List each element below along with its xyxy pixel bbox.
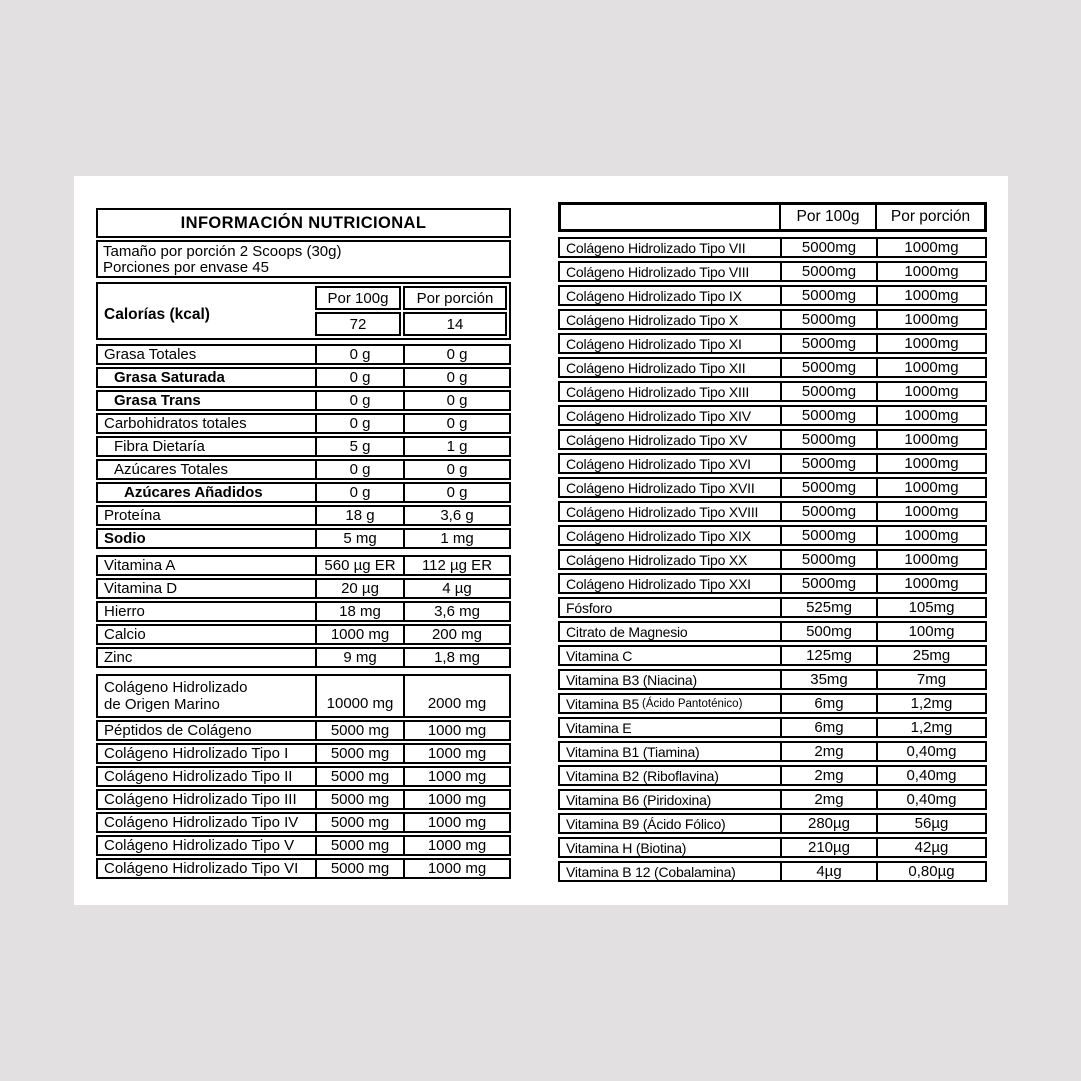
value-per-100g: 525mg — [780, 599, 876, 616]
nutrient-label: Vitamina B2 (Riboflavina) — [566, 767, 719, 784]
value-per-portion: 1000 mg — [403, 768, 509, 785]
table-row — [558, 813, 987, 834]
nutrient-rows — [96, 344, 511, 879]
value-per-100g: 6mg — [780, 695, 876, 712]
value-per-100g: 5000mg — [780, 479, 876, 496]
table-row — [96, 624, 511, 645]
table-row — [558, 693, 987, 714]
table-row — [558, 237, 987, 258]
nutrient-label: Grasa Trans — [114, 392, 201, 409]
nutrient-label: Grasa Totales — [104, 346, 197, 363]
value-per-100g: 5000 mg — [315, 768, 403, 785]
value-per-portion: 1000mg — [876, 383, 985, 400]
nutrition-facts-title: INFORMACIÓN NUTRICIONAL — [96, 208, 511, 238]
value-per-portion: 105mg — [876, 599, 985, 616]
table-row — [558, 285, 987, 306]
value-per-portion: 2000 mg — [403, 676, 509, 716]
calories-per-portion: 14 — [403, 312, 507, 336]
value-per-portion: 1000mg — [876, 263, 985, 280]
nutrient-label: Colágeno Hidrolizado Tipo I — [104, 745, 289, 762]
value-per-100g: 18 mg — [315, 603, 403, 620]
nutrition-facts-table — [96, 208, 511, 879]
nutrient-label: Hierro — [104, 603, 145, 620]
table-row — [558, 357, 987, 378]
table-row — [96, 482, 511, 503]
table-row — [96, 601, 511, 622]
value-per-100g: 9 mg — [315, 649, 403, 666]
value-per-100g: 5000 mg — [315, 814, 403, 831]
value-per-portion: 1000mg — [876, 287, 985, 304]
value-per-100g: 2mg — [780, 767, 876, 784]
value-per-portion: 0 g — [403, 346, 509, 363]
value-per-portion: 0,80µg — [876, 863, 985, 880]
value-per-portion: 1,2mg — [876, 695, 985, 712]
value-per-100g: 0 g — [315, 484, 403, 501]
calories-grid — [313, 284, 509, 338]
table-row — [96, 647, 511, 668]
value-per-portion: 1000 mg — [403, 837, 509, 854]
table-row — [96, 413, 511, 434]
nutrient-label-detail: (Ácido Pantoténico) — [642, 697, 743, 710]
value-per-portion: 3,6 mg — [403, 603, 509, 620]
value-per-portion: 1 mg — [403, 530, 509, 547]
table-row — [558, 453, 987, 474]
value-per-100g: 0 g — [315, 346, 403, 363]
value-per-100g: 5000mg — [780, 407, 876, 424]
value-per-100g: 500mg — [780, 623, 876, 640]
nutrient-label: Azúcares Añadidos — [124, 484, 263, 501]
nutrient-rows — [558, 237, 987, 882]
table-row — [96, 436, 511, 457]
table-row — [96, 344, 511, 365]
table-row — [558, 765, 987, 786]
table-row — [96, 766, 511, 787]
value-per-100g: 5000mg — [780, 383, 876, 400]
column-header-per-100g: Por 100g — [315, 286, 401, 310]
value-per-portion: 7mg — [876, 671, 985, 688]
nutrient-label: Colágeno Hidrolizado de Origen Marino — [104, 679, 248, 713]
value-per-100g: 5000mg — [780, 287, 876, 304]
value-per-100g: 18 g — [315, 507, 403, 524]
value-per-100g: 5000 mg — [315, 837, 403, 854]
value-per-100g: 6mg — [780, 719, 876, 736]
table-row — [96, 578, 511, 599]
table-row — [96, 743, 511, 764]
value-per-100g: 125mg — [780, 647, 876, 664]
nutrient-label: Vitamina D — [104, 580, 178, 597]
table-row — [558, 429, 987, 450]
value-per-100g: 0 g — [315, 461, 403, 478]
table-row — [96, 858, 511, 879]
value-per-portion: 56µg — [876, 815, 985, 832]
table-row — [96, 812, 511, 833]
table-row — [558, 573, 987, 594]
nutrient-label: Colágeno Hidrolizado Tipo XVII — [566, 479, 755, 496]
value-per-portion: 1000 mg — [403, 722, 509, 739]
value-per-100g: 5000mg — [780, 575, 876, 592]
value-per-portion: 1,8 mg — [403, 649, 509, 666]
nutrient-label: Vitamina B 12 (Cobalamina) — [566, 863, 736, 880]
value-per-portion: 100mg — [876, 623, 985, 640]
nutrient-label: Colágeno Hidrolizado Tipo III — [104, 791, 297, 808]
table-row — [558, 789, 987, 810]
nutrient-label: Colágeno Hidrolizado Tipo XIII — [566, 383, 750, 400]
table-row — [96, 367, 511, 388]
nutrient-label: Colágeno Hidrolizado Tipo VII — [566, 239, 746, 256]
value-per-100g: 5000mg — [780, 431, 876, 448]
value-per-100g: 210µg — [780, 839, 876, 856]
nutrient-label: Colágeno Hidrolizado Tipo XV — [566, 431, 748, 448]
value-per-100g: 35mg — [780, 671, 876, 688]
value-per-portion: 112 µg ER — [403, 557, 509, 574]
value-per-portion: 1000mg — [876, 431, 985, 448]
table-row — [96, 555, 511, 576]
table-row — [558, 741, 987, 762]
calories-section — [96, 282, 511, 340]
value-per-100g: 5000 mg — [315, 791, 403, 808]
calories-label: Calorías (kcal) — [104, 306, 210, 323]
table-row — [96, 720, 511, 741]
value-per-100g: 560 µg ER — [315, 557, 403, 574]
value-per-100g: 4µg — [780, 863, 876, 880]
nutrient-label: Colágeno Hidrolizado Tipo XIX — [566, 527, 751, 544]
servings-per-container-text: Porciones por envase 45 — [103, 259, 269, 276]
nutrient-label: Fósforo — [566, 599, 613, 616]
value-per-100g: 5000mg — [780, 503, 876, 520]
value-per-portion: 0,40mg — [876, 743, 985, 760]
table-row — [558, 261, 987, 282]
nutrient-label: Vitamina B9 (Ácido Fólico) — [566, 815, 726, 832]
table-row — [96, 528, 511, 549]
value-per-portion: 1000mg — [876, 335, 985, 352]
nutrient-label: Carbohidratos totales — [104, 415, 247, 432]
nutrient-label: Colágeno Hidrolizado Tipo XI — [566, 335, 742, 352]
nutrient-label: Colágeno Hidrolizado Tipo XX — [566, 551, 748, 568]
column-header-per-100g: Por 100g — [779, 205, 875, 229]
value-per-100g: 5000mg — [780, 239, 876, 256]
table-row — [558, 669, 987, 690]
nutrient-label: Vitamina H (Biotina) — [566, 839, 687, 856]
table-row — [558, 309, 987, 330]
nutrient-label: Colágeno Hidrolizado Tipo VIII — [566, 263, 750, 280]
value-per-portion: 1000mg — [876, 503, 985, 520]
value-per-portion: 1 g — [403, 438, 509, 455]
value-per-portion: 4 µg — [403, 580, 509, 597]
label-sheet — [74, 176, 1008, 905]
value-per-100g: 5000mg — [780, 455, 876, 472]
nutrient-label: Azúcares Totales — [114, 461, 228, 478]
value-per-100g: 5000mg — [780, 335, 876, 352]
nutrient-label: Grasa Saturada — [114, 369, 225, 386]
nutrient-label: Vitamina A — [104, 557, 176, 574]
table-row — [96, 674, 511, 718]
value-per-100g: 5000mg — [780, 311, 876, 328]
serving-size-text: Tamaño por porción 2 Scoops (30g) — [103, 243, 342, 260]
value-per-portion: 1000mg — [876, 311, 985, 328]
value-per-portion: 200 mg — [403, 626, 509, 643]
nutrient-label: Fibra Dietaría — [114, 438, 205, 455]
value-per-100g: 5 g — [315, 438, 403, 455]
table-row — [558, 477, 987, 498]
nutrient-label: Calcio — [104, 626, 146, 643]
table-row — [558, 333, 987, 354]
table-row — [96, 390, 511, 411]
nutrient-label: Péptidos de Colágeno — [104, 722, 252, 739]
value-per-portion: 1000mg — [876, 575, 985, 592]
value-per-100g: 20 µg — [315, 580, 403, 597]
value-per-portion: 1,2mg — [876, 719, 985, 736]
nutrient-label: Vitamina B1 (Tiamina) — [566, 743, 700, 760]
value-per-portion: 0 g — [403, 369, 509, 386]
nutrient-label: Colágeno Hidrolizado Tipo XII — [566, 359, 746, 376]
value-per-portion: 1000 mg — [403, 745, 509, 762]
table-row — [558, 861, 987, 882]
value-per-portion: 1000mg — [876, 527, 985, 544]
table-row — [558, 837, 987, 858]
nutrient-label: Vitamina B3 (Niacina) — [566, 671, 697, 688]
value-per-100g: 5000mg — [780, 359, 876, 376]
table-row — [96, 789, 511, 810]
table-row — [96, 835, 511, 856]
value-per-portion: 1000 mg — [403, 791, 509, 808]
value-per-100g: 1000 mg — [315, 626, 403, 643]
calories-per-100g: 72 — [315, 312, 401, 336]
value-per-100g: 5 mg — [315, 530, 403, 547]
nutrient-label: Colágeno Hidrolizado Tipo V — [104, 837, 295, 854]
value-per-100g: 280µg — [780, 815, 876, 832]
nutrient-label: Colágeno Hidrolizado Tipo VI — [104, 860, 299, 877]
value-per-100g: 0 g — [315, 392, 403, 409]
value-per-portion: 1000mg — [876, 239, 985, 256]
value-per-portion: 3,6 g — [403, 507, 509, 524]
nutrient-label: Citrato de Magnesio — [566, 623, 688, 640]
table-row — [558, 501, 987, 522]
value-per-100g: 5000mg — [780, 551, 876, 568]
value-per-100g: 5000 mg — [315, 860, 403, 877]
table-row — [558, 381, 987, 402]
value-per-portion: 0 g — [403, 415, 509, 432]
value-per-portion: 1000mg — [876, 455, 985, 472]
nutrient-label: Colágeno Hidrolizado Tipo IV — [104, 814, 299, 831]
value-per-100g: 5000mg — [780, 263, 876, 280]
nutrient-label: Colágeno Hidrolizado Tipo XIV — [566, 407, 751, 424]
value-per-portion: 42µg — [876, 839, 985, 856]
value-per-100g: 0 g — [315, 369, 403, 386]
value-per-portion: 1000mg — [876, 407, 985, 424]
value-per-100g: 5000 mg — [315, 745, 403, 762]
nutrient-label: Colágeno Hidrolizado Tipo II — [104, 768, 293, 785]
value-per-100g: 5000mg — [780, 527, 876, 544]
value-per-100g: 2mg — [780, 743, 876, 760]
nutrient-label: Sodio — [104, 530, 146, 547]
table-row — [96, 459, 511, 480]
value-per-portion: 1000 mg — [403, 814, 509, 831]
header-empty-cell — [561, 205, 779, 229]
table-row — [558, 717, 987, 738]
table-row — [558, 645, 987, 666]
value-per-portion: 0 g — [403, 392, 509, 409]
value-per-portion: 0,40mg — [876, 767, 985, 784]
value-per-100g: 5000 mg — [315, 722, 403, 739]
table-row — [558, 621, 987, 642]
value-per-portion: 0 g — [403, 461, 509, 478]
value-per-portion: 0 g — [403, 484, 509, 501]
table-row — [558, 597, 987, 618]
value-per-100g: 0 g — [315, 415, 403, 432]
serving-info-box — [96, 240, 511, 278]
value-per-100g: 2mg — [780, 791, 876, 808]
collagen-vitamins-table — [558, 202, 987, 882]
nutrient-label: Colágeno Hidrolizado Tipo X — [566, 311, 739, 328]
nutrient-label: Vitamina B5 (Ácido Pantoténico) — [566, 695, 743, 712]
value-per-portion: 0,40mg — [876, 791, 985, 808]
nutrient-label: Colágeno Hidrolizado Tipo XVIII — [566, 503, 759, 520]
table-row — [96, 505, 511, 526]
value-per-portion: 1000mg — [876, 359, 985, 376]
nutrient-label: Zinc — [104, 649, 133, 666]
column-header-per-portion: Por porción — [403, 286, 507, 310]
table-row — [558, 405, 987, 426]
table-row — [558, 549, 987, 570]
nutrient-label: Colágeno Hidrolizado Tipo XXI — [566, 575, 751, 592]
value-per-portion: 1000 mg — [403, 860, 509, 877]
nutrient-label: Vitamina C — [566, 647, 633, 664]
value-per-100g: 10000 mg — [315, 676, 403, 716]
table-row — [558, 525, 987, 546]
value-per-portion: 25mg — [876, 647, 985, 664]
value-per-portion: 1000mg — [876, 479, 985, 496]
nutrient-label: Vitamina E — [566, 719, 632, 736]
column-header-per-portion: Por porción — [875, 205, 984, 229]
nutrient-label: Colágeno Hidrolizado Tipo IX — [566, 287, 742, 304]
nutrient-label: Proteína — [104, 507, 161, 524]
value-per-portion: 1000mg — [876, 551, 985, 568]
nutrient-label: Colágeno Hidrolizado Tipo XVI — [566, 455, 751, 472]
right-table-header — [558, 202, 987, 232]
nutrient-label: Vitamina B6 (Piridoxina) — [566, 791, 712, 808]
